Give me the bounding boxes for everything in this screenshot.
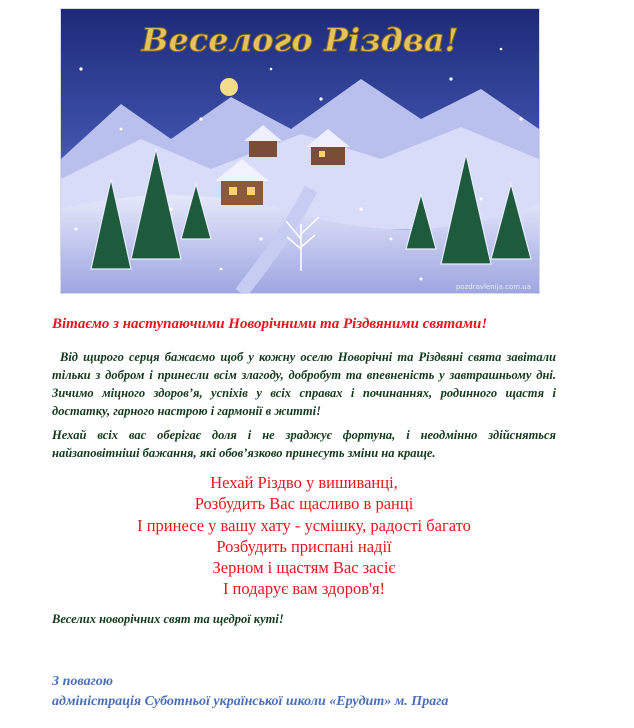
poem-line: Розбудить приспані надії [216,536,392,556]
moon-icon [220,78,238,96]
card-title: Веселого Різдва! [141,21,459,59]
poem-line: Зерном і щастям Вас засіє [212,558,396,578]
greeting-heading: Вітаємо з наступаючими Новорічними та Різдвяними святами! [52,316,488,332]
watermark: pozdravlenija.com.ua [455,283,531,291]
winter-village-illustration [61,9,539,293]
poem-line: Нехай Різдво у вишиванці, [210,473,398,492]
poem-line: І подарує вам здоров'я! [222,579,386,599]
signature-greeting: З повагою [52,674,113,689]
holiday-wishes: Веселих новорічних свят та щедрої куті! [52,612,284,626]
christmas-card-image [60,8,540,294]
signature-organization: адміністрація Суботньої української школи «Ерудит» м. Прага [52,694,449,709]
wish-paragraph-2: Нехай всіх вас оберігає доля і не зраджує фортуна, і неодмінно здійсняться найзаповітніші бажання, які обов’язково принесуть зміни на краще. [52,428,556,460]
poem-line: І принесе у вашу хату - усмішку, радості багато [137,515,471,535]
poem [52,472,556,600]
wish-paragraph-1: Від щирого серця бажаємо щоб у кожну оселю Новорічні та Різдвяні свята завітали тільки з добром і принесли всім злагоду, добробут та впевненість у завтрашньому дні. Зичимо міцного здоров’я, успіхів у всіх справах і починаннях, родинного щастя і достатку, гарного настрою і гармонії в житті! [52,350,556,418]
poem-line: Розбудить Вас щасливо в ранці [194,494,414,514]
signature [52,672,612,712]
